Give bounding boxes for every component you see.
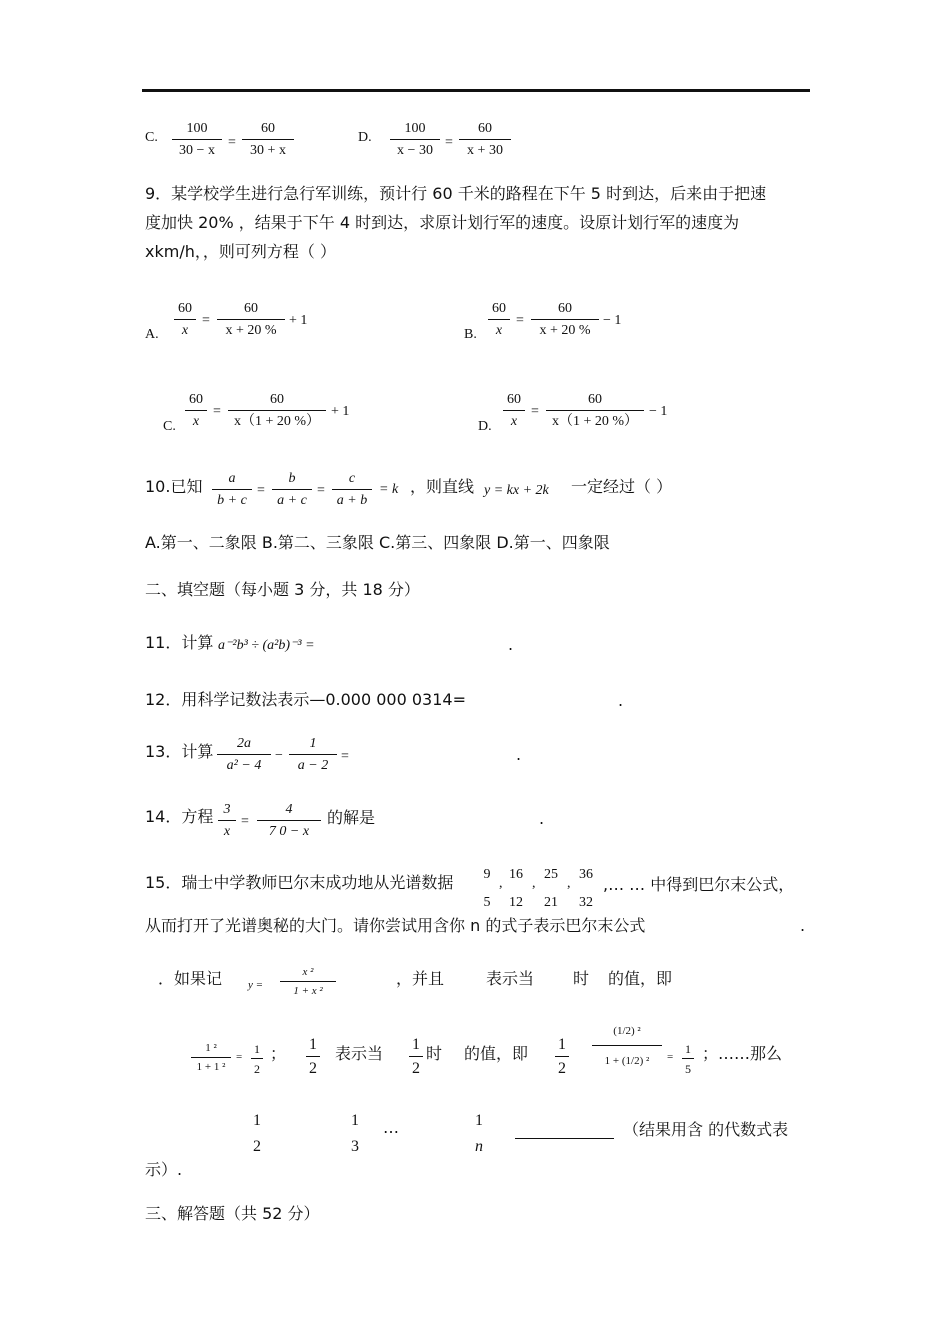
q16-y-eq: y = — [248, 979, 264, 991]
q10-prefix: 10.已知 — [145, 477, 203, 496]
q15-series-1: 9 5 — [483, 867, 491, 910]
q12-dot: . — [618, 691, 624, 710]
q9-b-label: B. — [464, 327, 477, 342]
q16-r2-half-b: $\frac{1}{2}$ — [306, 1037, 320, 1077]
q16-t1: ，并且 — [396, 969, 445, 988]
q16-r2-t1: 表示当 — [335, 1044, 384, 1063]
q9-d-rhs: $\frac{60}{x(1 + 20 \%)}$ — [546, 393, 644, 429]
q16-r2-t2: 时 — [426, 1044, 443, 1063]
q8-d-rhs: $\frac{60}{x + 30}$ — [459, 122, 511, 158]
q8-d-lhs: $\frac{100}{x - 30}$ — [390, 122, 440, 158]
q16-r2-half-d: $\frac{1}{2}$ — [555, 1037, 569, 1077]
q16-r2-eq1: = — [236, 1051, 243, 1063]
q9-c-label: C. — [163, 419, 176, 434]
q15-comma-3: , — [567, 876, 571, 891]
q10-eq-2: = — [317, 483, 325, 498]
q16-r2-half-c: $\frac{1}{2}$ — [409, 1037, 423, 1077]
q8-d-eq: = — [445, 135, 453, 150]
q16-r2-half-a: $\frac{1}{2}$ — [251, 1043, 263, 1075]
q8-c-rhs: $\frac{60}{30 + x}$ — [242, 122, 294, 158]
q9-c-rhs: $\frac{60}{x(1 + 20 \%)}$ — [228, 393, 326, 429]
q9-a-label: A. — [145, 327, 159, 342]
q16-t3: 时 — [573, 969, 590, 988]
q16-r2-big-frac: $\frac{\text{(1/2) ²}}{\text{1 + (1/2) ²}}$ — [592, 1026, 662, 1067]
q15-series-3: 25 21 — [544, 867, 558, 910]
q10-options: A.第一、二象限 B.第二、三象限 C.第三、四象限 D.第一、四象限 — [145, 533, 610, 552]
header-rule — [142, 89, 810, 92]
q8-c-eq: = — [228, 135, 236, 150]
q9-c-lhs: $\frac{60}{x}$ — [185, 393, 207, 429]
q16-r3-nth: 1 n — [475, 1112, 483, 1155]
q14-suffix: 的解是 — [327, 808, 376, 827]
q9-b-lhs: $\frac{60}{x}$ — [488, 302, 510, 338]
q13-prefix: 13．计算 — [145, 742, 214, 761]
q9-d-minus: − 1 — [649, 404, 668, 419]
q13-op: − — [275, 748, 283, 763]
q9-a-rhs: $\frac{60}{x + 20 \%}$ — [217, 302, 285, 338]
q9-line1: 9．某学校学生进行急行军训练，预计行 60 千米的路程在下午 5 时到达，后来由于把速 — [145, 184, 767, 203]
q15-series-2: 16 12 — [509, 867, 523, 910]
q14-dot: . — [539, 809, 545, 828]
q9-line3: xkm/h，，则可列方程（ ） — [145, 242, 336, 261]
q16-frac-def: $\frac{\text{x ²}}{\text{1 + x ²}}$ — [280, 967, 336, 997]
q10-suffix: 一定经过（ ） — [571, 477, 673, 496]
q9-d-lhs: $\frac{60}{x}$ — [503, 393, 525, 429]
q9-c-plus: + 1 — [331, 404, 350, 419]
q16-r3-half: 1 2 — [253, 1112, 261, 1155]
q9-b-eq: = — [516, 313, 524, 328]
section-3-heading: 三、解答题（共 52 分） — [145, 1204, 320, 1223]
q16-r2-eq2: = — [667, 1051, 674, 1063]
q16-prefix: ．如果记 — [158, 969, 223, 988]
q10-line-eq: y = kx + 2k — [484, 483, 549, 498]
q13-frac-1: $\frac{2a}{\text{a² − 4}}$ — [217, 737, 271, 773]
q16-r2-end: ；……那么 — [702, 1044, 783, 1063]
q9-a-lhs: $\frac{60}{x}$ — [174, 302, 196, 338]
q9-b-minus: − 1 — [603, 313, 622, 328]
q14-prefix: 14．方程 — [145, 807, 214, 826]
q14-frac-1: $\frac{3}{x}$ — [218, 803, 236, 839]
q16-answer-blank[interactable] — [515, 1138, 614, 1139]
q16-r3-third: 1 3 — [351, 1112, 359, 1155]
q8-c-lhs: $\frac{100}{30 - x}$ — [172, 122, 222, 158]
q11-expr: a⁻²b³ ÷ (a²b)⁻³ = — [218, 638, 315, 653]
q16-r4: 示）. — [145, 1160, 183, 1179]
q9-d-eq: = — [531, 404, 539, 419]
q11-dot: . — [508, 635, 514, 654]
q9-d-label: D. — [478, 419, 492, 434]
q16-r2-semi: ； — [270, 1044, 287, 1063]
q15-line2: 从而打开了光谱奥秘的大门。请你尝试用含你 n 的式子表示巴尔末公式 — [145, 916, 646, 935]
q10-eq-1: = — [257, 483, 265, 498]
q9-b-rhs: $\frac{60}{x + 20 \%}$ — [531, 302, 599, 338]
q15-prefix: 15．瑞士中学教师巴尔末成功地从光谱数据 — [145, 873, 454, 892]
q10-eq-k: = k — [379, 482, 399, 497]
q16-r2-fifth: $\frac{1}{5}$ — [682, 1043, 694, 1075]
q15-comma-2: , — [532, 876, 536, 891]
q14-frac-2: $\frac{4}{7 0 - x}$ — [257, 803, 321, 839]
q16-t2: 表示当 — [486, 969, 535, 988]
q15-suffix: ,… … 中得到巴尔末公式， — [603, 875, 795, 894]
q9-a-plus: + 1 — [289, 313, 308, 328]
q12-text: 12．用科学记数法表示—0.000 000 0314= — [145, 690, 467, 709]
q9-line2: 度加快 20% ，结果于下午 4 时到达，求原计划行军的速度。设原计划行军的速度为 — [145, 213, 740, 232]
q15-series-4: 36 32 — [579, 867, 593, 910]
q13-eq: = — [341, 749, 349, 764]
q16-r2-t3: 的值，即 — [464, 1044, 529, 1063]
q14-eq: = — [241, 814, 249, 829]
q8-c-label: C. — [145, 130, 158, 145]
q9-a-eq: = — [202, 313, 210, 328]
q10-frac-3: $\frac{c}{a + b}$ — [332, 472, 372, 508]
q10-mid: ，则直线 — [410, 477, 475, 496]
q15-dot: . — [800, 916, 806, 935]
q16-t4: 的值，即 — [608, 969, 673, 988]
q10-frac-2: $\frac{b}{a + c}$ — [272, 472, 312, 508]
q13-frac-2: $\frac{1}{a - 2}$ — [289, 737, 337, 773]
q10-frac-1: $\frac{a}{b + c}$ — [212, 472, 252, 508]
q16-r3-end: （结果用含 的代数式表 — [623, 1120, 789, 1139]
section-2-heading: 二、填空题（每小题 3 分，共 18 分） — [145, 580, 420, 599]
q13-dot: . — [516, 745, 522, 764]
q16-r3-dots: … — [383, 1118, 399, 1137]
q11-prefix: 11．计算 — [145, 633, 214, 652]
q9-c-eq: = — [213, 404, 221, 419]
q15-comma-1: , — [499, 876, 503, 891]
q16-r2-f1: $\frac{\text{1 ²}}{\text{1 + 1 ²}}$ — [191, 1043, 231, 1073]
q8-d-label: D. — [358, 130, 372, 145]
